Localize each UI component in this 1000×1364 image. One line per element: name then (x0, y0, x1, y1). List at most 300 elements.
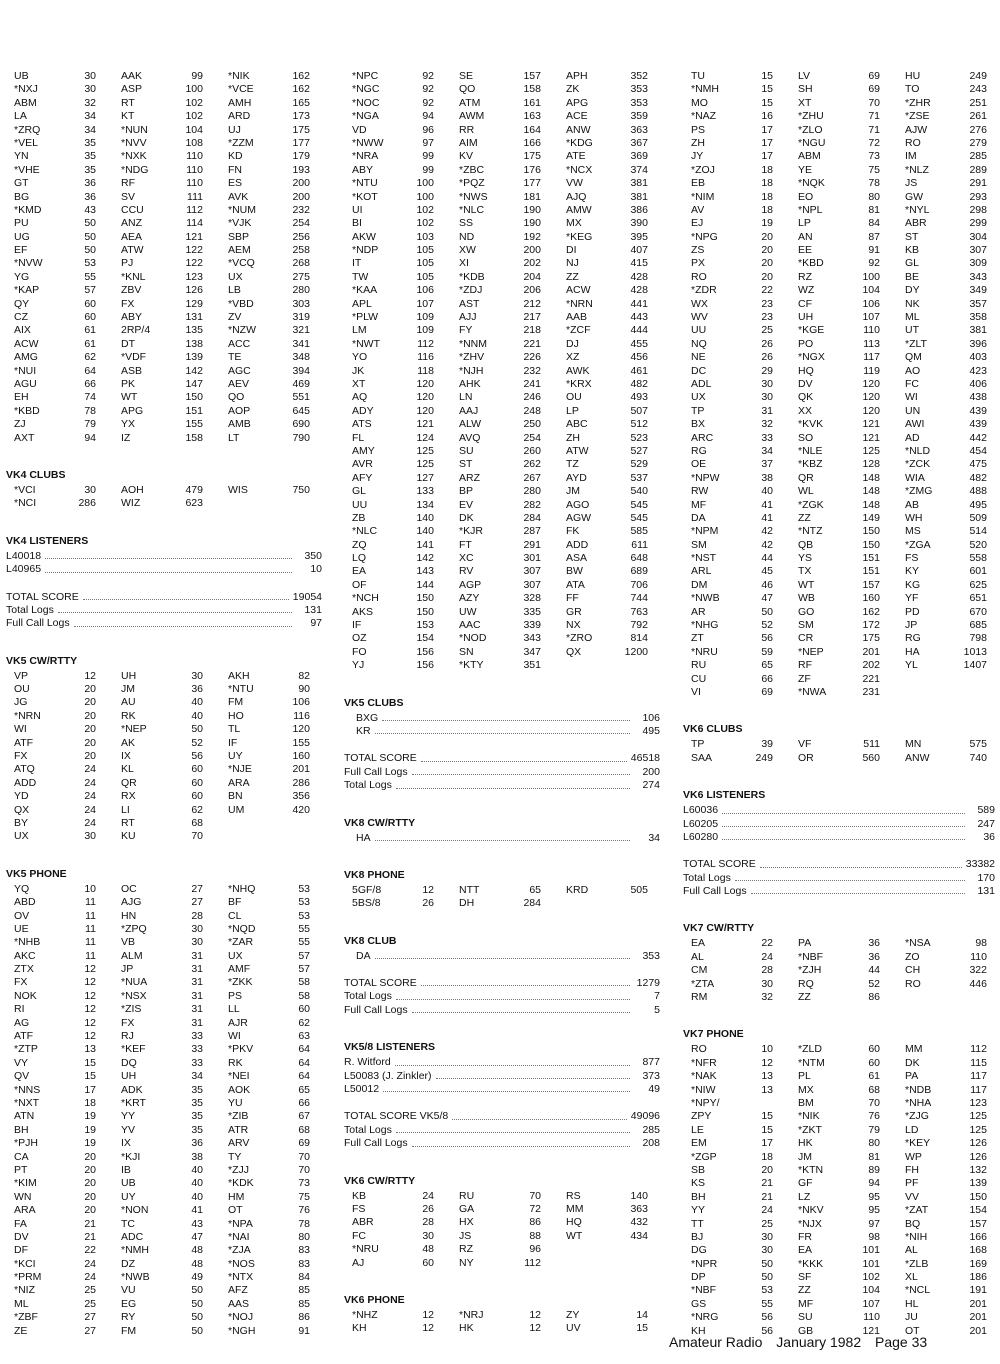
callsign-cell: *NHB (14, 936, 41, 949)
score-cell: 24 (84, 790, 96, 803)
section-heading: VK6 PHONE (344, 1293, 405, 1306)
column-gap (880, 432, 897, 445)
score-cell: 15 (761, 83, 773, 96)
score-cell: 175 (862, 632, 880, 645)
score-cell: 140 (416, 511, 434, 524)
table-row (683, 472, 995, 485)
callsign-cell: AIX (14, 324, 31, 337)
table-row (683, 164, 995, 177)
callsign-cell: *VCI (14, 483, 36, 496)
score-cell: 118 (417, 364, 434, 377)
score-cell: 303 (292, 297, 310, 310)
table-row (683, 619, 995, 632)
callsign-cell: *NUI (14, 364, 37, 377)
callsign-cell: ABY (121, 311, 143, 324)
column-gap (203, 1325, 220, 1338)
score-cell: 79 (84, 418, 96, 431)
score-cell: 670 (969, 605, 987, 618)
table-row (344, 1309, 660, 1322)
score-cell: 200 (292, 177, 310, 190)
callsign-cell: *KJR (459, 525, 483, 538)
table-row (6, 923, 322, 936)
table-row (683, 606, 995, 619)
list-value: 495 (642, 724, 660, 737)
column-gap (96, 710, 113, 723)
score-cell: 454 (969, 444, 987, 457)
callsign-cell: UV (566, 1322, 581, 1335)
table-row (6, 1151, 322, 1164)
score-cell: 16 (761, 110, 773, 123)
table-row (6, 804, 322, 817)
score-cell: 625 (969, 578, 987, 591)
column-gap (434, 244, 451, 257)
score-cell: 97 (868, 1217, 880, 1230)
list-row (683, 818, 995, 831)
score-cell: 57 (298, 949, 310, 962)
column-gap (96, 1284, 113, 1297)
callsign-cell: PS (228, 989, 243, 1002)
column-gap (203, 124, 220, 137)
score-cell: 34 (761, 444, 773, 457)
score-cell (610, 1243, 648, 1256)
score-cell: 27 (191, 896, 203, 909)
score-cell: 126 (969, 1137, 987, 1150)
table-row (344, 204, 660, 217)
column-gap (541, 191, 558, 204)
score-cell: 232 (523, 364, 541, 377)
callsign-cell: FX (14, 750, 28, 763)
callsign-cell: *NST (691, 552, 717, 565)
score-cell: 611 (631, 538, 648, 551)
table-row (6, 1017, 322, 1030)
callsign-cell: ARV (228, 1137, 250, 1150)
list-value: 10 (310, 563, 322, 576)
score-cell: 11 (85, 909, 96, 922)
callsign-cell: LV (798, 70, 811, 82)
score-cell: 173 (292, 110, 310, 123)
score-cell: 148 (862, 485, 880, 498)
score-cell: 428 (630, 270, 648, 283)
score-cell: 60 (422, 1256, 434, 1269)
callsign-cell: RU (459, 1189, 475, 1202)
column-gap (880, 752, 897, 765)
score-cell: 150 (416, 605, 434, 618)
list-label: Full Call Logs (344, 1003, 408, 1016)
callsign-cell: RT (121, 816, 135, 829)
score-cell: 15 (636, 1322, 648, 1335)
table-row (6, 1218, 322, 1231)
score-cell: 68 (298, 1123, 310, 1136)
column-gap (434, 298, 451, 311)
score-cell: 44 (868, 964, 880, 977)
callsign-cell: *ZHU (798, 110, 824, 123)
column-gap (880, 1043, 897, 1056)
callsign-cell: *KJI (121, 1150, 141, 1163)
score-cell: 47 (191, 1230, 203, 1243)
callsign-cell: *PJH (14, 1137, 38, 1150)
score-cell: 20 (84, 750, 96, 763)
table-row (6, 150, 322, 163)
callsign-cell: APL (352, 297, 372, 310)
column-gap (541, 204, 558, 217)
callsign-cell: BG (14, 190, 30, 203)
score-cell: 126 (969, 1150, 987, 1163)
score-cell: 217 (523, 311, 541, 324)
column-gap (96, 432, 113, 445)
callsign-cell: AOP (228, 404, 251, 417)
column-gap (541, 257, 558, 270)
table-row (6, 950, 322, 963)
section-heading: VK7 PHONE (683, 1028, 744, 1041)
score-cell: 140 (630, 1189, 648, 1202)
table-row (6, 990, 322, 1003)
column-gap (880, 271, 897, 284)
score-cell: 12 (84, 989, 96, 1002)
table-row (683, 659, 995, 672)
callsign-cell: *NOD (459, 632, 487, 645)
callsign-cell: ABR (905, 217, 927, 230)
column-gap (880, 311, 897, 324)
score-cell: 158 (185, 431, 203, 444)
callsign-cell: APG (121, 404, 144, 417)
list-value: 877 (642, 1056, 660, 1069)
callsign-cell: 5BS/8 (352, 897, 381, 910)
dot-leader (396, 1124, 630, 1133)
table-row (344, 244, 660, 257)
callsign-cell: KV (459, 150, 474, 163)
column-gap (541, 592, 558, 605)
column-gap (541, 70, 558, 83)
score-cell: 70 (298, 1163, 310, 1176)
callsign-cell: FC (352, 1229, 366, 1242)
score-cell: 34 (84, 123, 96, 136)
callsign-cell: *NPR (691, 1257, 718, 1270)
table-row (6, 1191, 322, 1204)
column-gap (96, 817, 113, 830)
column-gap (203, 1070, 220, 1083)
table-row (344, 338, 660, 351)
score-cell: 70 (191, 830, 203, 843)
callsign-cell: IX (121, 1137, 131, 1150)
column-gap (773, 70, 790, 83)
score-cell: 37 (761, 458, 773, 471)
callsign-cell: FY (459, 324, 473, 337)
callsign-cell: DH (459, 897, 475, 910)
table-row (344, 150, 660, 163)
score-cell: 35 (84, 150, 96, 163)
column-gap (541, 271, 558, 284)
callsign-cell: VB (121, 936, 136, 949)
column-gap (203, 950, 220, 963)
callsign-cell: UX (691, 391, 706, 404)
column-gap (880, 217, 897, 230)
callsign-cell: AFY (352, 471, 373, 484)
callsign-cell: *ZBC (459, 163, 485, 176)
score-cell: 261 (969, 110, 987, 123)
score-cell: 254 (523, 431, 541, 444)
list-value: 131 (304, 603, 322, 616)
table-row (344, 1230, 660, 1243)
column-gap (203, 1271, 220, 1284)
score-cell: 55 (761, 1297, 773, 1310)
column-gap (203, 217, 220, 230)
score-cell: 110 (863, 1311, 880, 1324)
column-gap (541, 164, 558, 177)
column-gap (434, 164, 451, 177)
callsign-cell: ARA (228, 776, 250, 789)
list-row (683, 804, 995, 817)
score-cell: 256 (292, 230, 310, 243)
callsign-cell: AV (691, 203, 705, 216)
table-row (683, 1218, 995, 1231)
table-row (6, 723, 322, 736)
score-cell: 56 (761, 632, 773, 645)
dot-leader (74, 617, 292, 626)
score-cell: 601 (969, 565, 987, 578)
table-row (683, 1204, 995, 1217)
callsign-cell: AAJ (459, 404, 479, 417)
callsign-cell: LA (14, 110, 27, 123)
callsign-cell: KB (905, 244, 920, 257)
callsign-cell: MF (798, 1297, 814, 1310)
column-gap (773, 525, 790, 538)
score-cell: 156 (416, 645, 434, 658)
list-row (683, 858, 995, 871)
column-gap (773, 1298, 790, 1311)
score-cell: 72 (529, 1203, 541, 1215)
callsign-cell: VP (14, 669, 29, 682)
table-row (6, 177, 322, 190)
column-gap (96, 1151, 113, 1164)
callsign-cell: CCU (121, 203, 144, 216)
callsign-cell: UH (121, 669, 137, 682)
callsign-cell: NJ (566, 257, 579, 270)
callsign-cell: UN (905, 404, 921, 417)
column-gap (96, 910, 113, 923)
callsign-cell: NY (459, 1256, 474, 1269)
table-row (344, 646, 660, 659)
table-row (344, 391, 660, 404)
list-value: 1279 (636, 977, 660, 990)
score-cell: 80 (868, 1137, 880, 1150)
callsign-cell: *NLZ (905, 163, 929, 176)
column-gap (203, 723, 220, 736)
dot-leader (722, 831, 965, 840)
score-cell: 335 (523, 605, 541, 618)
callsign-cell: ATS (352, 418, 372, 431)
score-cell: 162 (292, 70, 310, 82)
callsign-cell: DM (691, 578, 708, 591)
list-row (344, 725, 660, 738)
callsign-cell: RO (905, 977, 921, 990)
column-gap (96, 923, 113, 936)
callsign-cell: OT (905, 1324, 920, 1337)
callsign-cell: ND (459, 230, 475, 243)
callsign-cell: WP (905, 1150, 922, 1163)
score-cell: 403 (969, 351, 987, 364)
column-gap (880, 937, 897, 950)
table-row (344, 257, 660, 270)
table-row (6, 1271, 322, 1284)
callsign-cell: MF (691, 498, 707, 511)
score-cell: 218 (523, 324, 541, 337)
score-cell: 68 (191, 816, 203, 829)
callsign-cell: OV (14, 909, 30, 922)
column-gap (880, 991, 897, 1004)
callsign-cell: *NDP (352, 244, 379, 257)
dot-leader (722, 818, 965, 827)
callsign-cell: ZBV (121, 284, 142, 297)
score-cell: 150 (416, 592, 434, 605)
score-cell: 46 (761, 578, 773, 591)
callsign-cell: QO (228, 391, 245, 404)
table-row (6, 1070, 322, 1083)
callsign-cell: *NPC (352, 70, 379, 82)
callsign-cell: *ZSE (905, 110, 930, 123)
callsign-cell: DZ (121, 1257, 135, 1270)
score-cell: 12 (84, 1003, 96, 1016)
column-gap (880, 1110, 897, 1123)
score-cell: 58 (298, 976, 310, 989)
callsign-cell: *VCE (228, 83, 254, 96)
callsign-cell: *NHA (905, 1097, 932, 1109)
score-cell: 343 (969, 270, 987, 283)
column-gap (203, 418, 220, 431)
callsign-cell: DY (905, 284, 920, 297)
column-gap (773, 1151, 790, 1164)
score-cell: 645 (292, 404, 310, 417)
score-cell: 41 (761, 511, 773, 524)
callsign-cell: OU (14, 683, 30, 696)
table-row (6, 231, 322, 244)
callsign-cell: *NHZ (352, 1308, 378, 1321)
callsign-cell: AVQ (459, 431, 481, 444)
callsign-cell: RZ (459, 1243, 473, 1256)
score-cell: 127 (416, 471, 434, 484)
callsign-cell: TW (352, 270, 369, 283)
column-gap (541, 512, 558, 525)
callsign-cell: UU (691, 324, 707, 337)
column-gap (96, 311, 113, 324)
callsign-cell: GA (459, 1203, 475, 1215)
score-cell: 15 (761, 1110, 773, 1123)
column-gap (96, 1191, 113, 1204)
callsign-cell: TY (228, 1150, 242, 1163)
score-cell: 64 (298, 1070, 310, 1083)
column-gap (96, 83, 113, 96)
column-gap (96, 1231, 113, 1244)
callsign-cell: *KEG (566, 230, 593, 243)
score-cell: 132 (969, 1163, 987, 1176)
score-cell: 31 (191, 976, 203, 989)
callsign-cell: *VCQ (228, 257, 255, 270)
column-gap (773, 191, 790, 204)
column-gap (541, 324, 558, 337)
score-cell: 22 (761, 284, 773, 297)
score-cell: 34 (191, 1070, 203, 1083)
score-cell: 527 (630, 444, 648, 457)
column-gap (541, 311, 558, 324)
callsign-cell: ZZ (566, 270, 579, 283)
score-cell: 790 (292, 431, 310, 444)
column-gap (541, 646, 558, 659)
callsign-cell: TL (228, 723, 241, 736)
column-gap (203, 1191, 220, 1204)
table-row (6, 284, 322, 297)
score-cell: 52 (761, 619, 773, 632)
score-cell: 27 (84, 1311, 96, 1324)
score-cell (949, 686, 987, 699)
callsign-cell: *NAK (691, 1070, 717, 1083)
callsign-cell: ZK (566, 83, 580, 96)
callsign-cell: WH (905, 511, 923, 524)
section (683, 723, 995, 765)
callsign-cell: HL (905, 1297, 919, 1310)
score-cell: 53 (298, 909, 310, 922)
score-cell: 43 (84, 203, 96, 216)
callsign-cell: *NBF (798, 950, 824, 963)
score-cell: 74 (84, 391, 96, 404)
score-cell: 121 (185, 230, 203, 243)
score-cell: 124 (416, 431, 434, 444)
column-gap (434, 391, 451, 404)
column-gap (880, 539, 897, 552)
score-cell: 357 (969, 297, 987, 310)
table-row (344, 405, 660, 418)
callsign-cell: HQ (566, 1216, 582, 1229)
column-gap (773, 124, 790, 137)
score-cell: 285 (969, 150, 987, 163)
score-cell (949, 991, 987, 1004)
score-cell: 246 (523, 391, 541, 404)
score-cell: 56 (191, 750, 203, 763)
callsign-cell: MX (798, 1083, 814, 1096)
score-cell: 83 (298, 1244, 310, 1257)
column-gap (773, 964, 790, 977)
callsign-cell: GB (798, 1324, 814, 1337)
callsign-cell: LL (228, 1003, 240, 1016)
column-gap (880, 1284, 897, 1297)
callsign-cell: AJW (905, 123, 928, 136)
table-row (344, 1190, 660, 1203)
callsign-cell: LE (691, 1123, 704, 1136)
score-cell: 94 (422, 110, 434, 123)
column-gap (773, 1271, 790, 1284)
list-value: 350 (304, 549, 322, 562)
score-cell: 81 (868, 203, 880, 216)
column-gap (203, 830, 220, 843)
table-row (6, 324, 322, 337)
callsign-cell: ST (905, 230, 919, 243)
table-row (344, 579, 660, 592)
callsign-cell: AEV (228, 377, 250, 390)
column-gap (880, 619, 897, 632)
callsign-cell: AYD (566, 471, 587, 484)
score-cell: 102 (185, 110, 203, 123)
callsign-cell: FS (905, 552, 919, 565)
column-gap (203, 896, 220, 909)
column-gap (434, 897, 451, 910)
callsign-cell: *ZMG (905, 485, 933, 498)
callsign-cell: ZTX (14, 963, 34, 976)
callsign-cell: AGU (14, 377, 37, 390)
column-gap (434, 592, 451, 605)
list-label: Total Logs (683, 871, 731, 884)
list-value: 200 (642, 765, 660, 778)
callsign-cell: YJ (352, 659, 365, 672)
column-gap (541, 659, 558, 672)
callsign-cell: *ZCK (905, 458, 931, 471)
